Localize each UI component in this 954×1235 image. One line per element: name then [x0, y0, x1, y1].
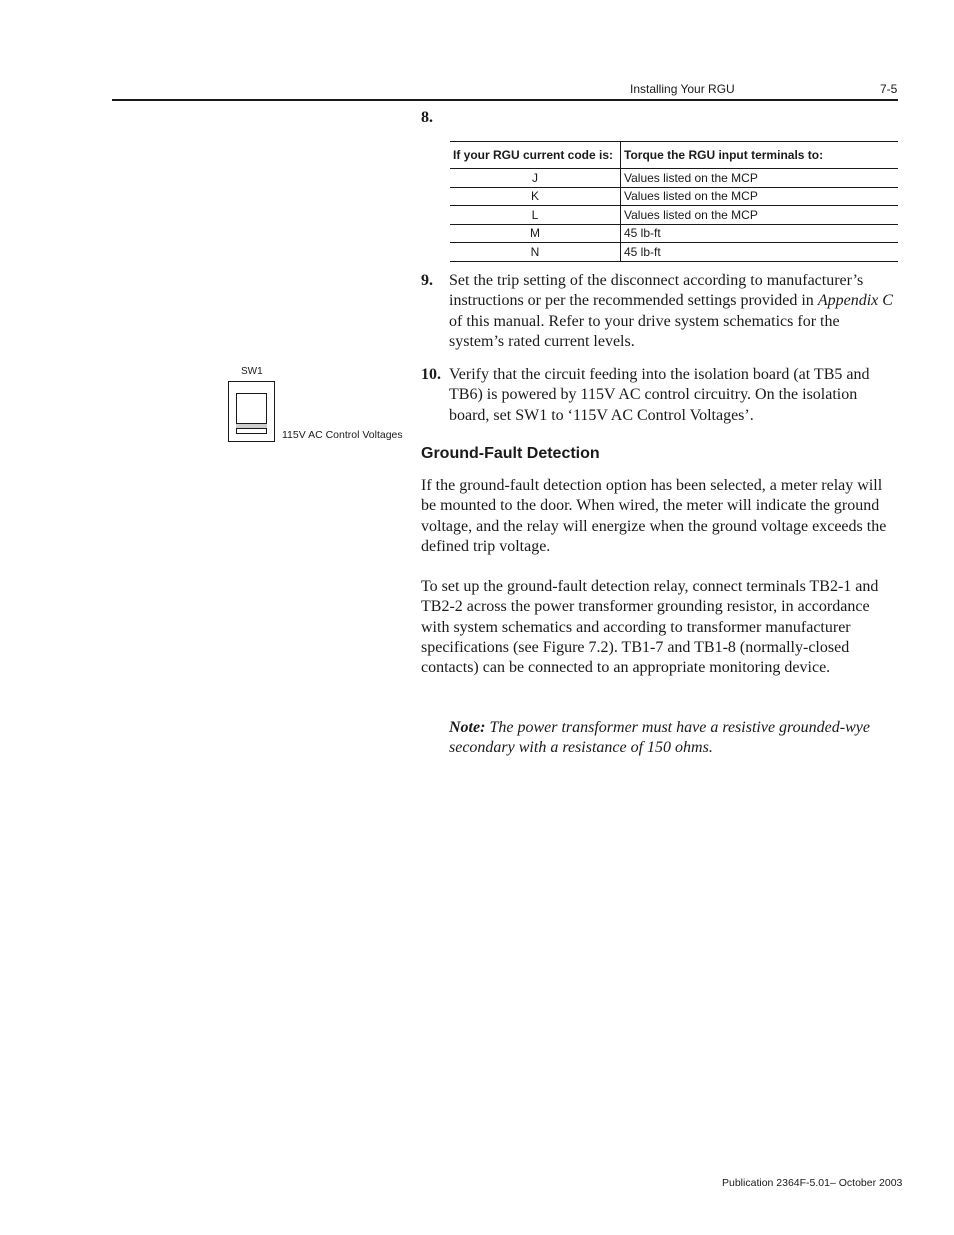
note-text: The power transformer must have a resistive grounded-wye secondary with a resistance of 150 ohms. [449, 719, 870, 757]
header-rule [112, 99, 898, 101]
table-header-code: If your RGU current code is: [450, 142, 621, 169]
publication-footer: Publication 2364F-5.01– October 2003 [722, 1177, 903, 1189]
table-cell-torque: Values listed on the MCP [621, 206, 899, 225]
step-10-text: Verify that the circuit feeding into the isolation board (at TB5 and TB6) is powered by 115V AC control circuitry. On the isolation board, set SW1 to ‘115V AC Control Voltages’. [449, 366, 870, 424]
switch-lever-icon [236, 423, 267, 429]
table-cell-code: J [450, 169, 621, 188]
table-row [450, 206, 898, 225]
step-9-text [449, 271, 897, 353]
paragraph-setup: To set up the ground-fault detection relay, connect terminals TB2-1 and TB2-2 across the power transformer grounding resistor, in accordance with system schematics and according to transformer manufacturer specifications (see Figure 7.2). TB1-7 and TB1-8 (normally-closed contacts) can be connected to an appropriate monitoring device. [421, 578, 879, 677]
appendix-reference: Appendix C [817, 292, 893, 310]
step-9-number: 9. [421, 272, 433, 289]
section-heading: Ground-Fault Detection [421, 445, 600, 462]
running-header-title: Installing Your RGU [630, 82, 735, 96]
page-number: 7-5 [880, 82, 898, 96]
table-header-row [450, 142, 898, 169]
table-row [450, 187, 898, 206]
note [449, 718, 889, 759]
switch-slot [236, 393, 267, 434]
step-10-number: 10. [421, 366, 441, 383]
torque-table [450, 141, 898, 262]
table-row [450, 169, 898, 188]
table-cell-torque: 45 lb-ft [621, 224, 899, 243]
table-row [450, 243, 898, 262]
step-8-number: 8. [421, 109, 433, 126]
step-9-text-after: of this manual. Refer to your drive system schematics for the system’s rated current levels. [449, 312, 840, 351]
table-cell-code: M [450, 224, 621, 243]
table-row [450, 224, 898, 243]
sw1-switch-diagram [228, 381, 275, 442]
table-cell-code: N [450, 243, 621, 262]
table-cell-code: L [450, 206, 621, 225]
table-cell-torque: Values listed on the MCP [621, 187, 899, 206]
table-cell-torque: Values listed on the MCP [621, 169, 899, 188]
step-9-text-before: Set the trip setting of the disconnect according to manufacturer’s instructions or per the recommended settings provided in [449, 272, 864, 310]
paragraph-intro: If the ground-fault detection option has been selected, a meter relay will be mounted to the door. When wired, the meter will indicate the ground voltage, and the relay will energize when the ground voltage exceeds the defined trip voltage. [421, 477, 887, 555]
switch-label: SW1 [241, 366, 263, 377]
table-cell-code: K [450, 187, 621, 206]
table-header-torque: Torque the RGU input terminals to: [621, 142, 899, 169]
table-cell-torque: 45 lb-ft [621, 243, 899, 262]
note-label: Note: [449, 719, 486, 736]
switch-caption: 115V AC Control Voltages [282, 429, 403, 441]
